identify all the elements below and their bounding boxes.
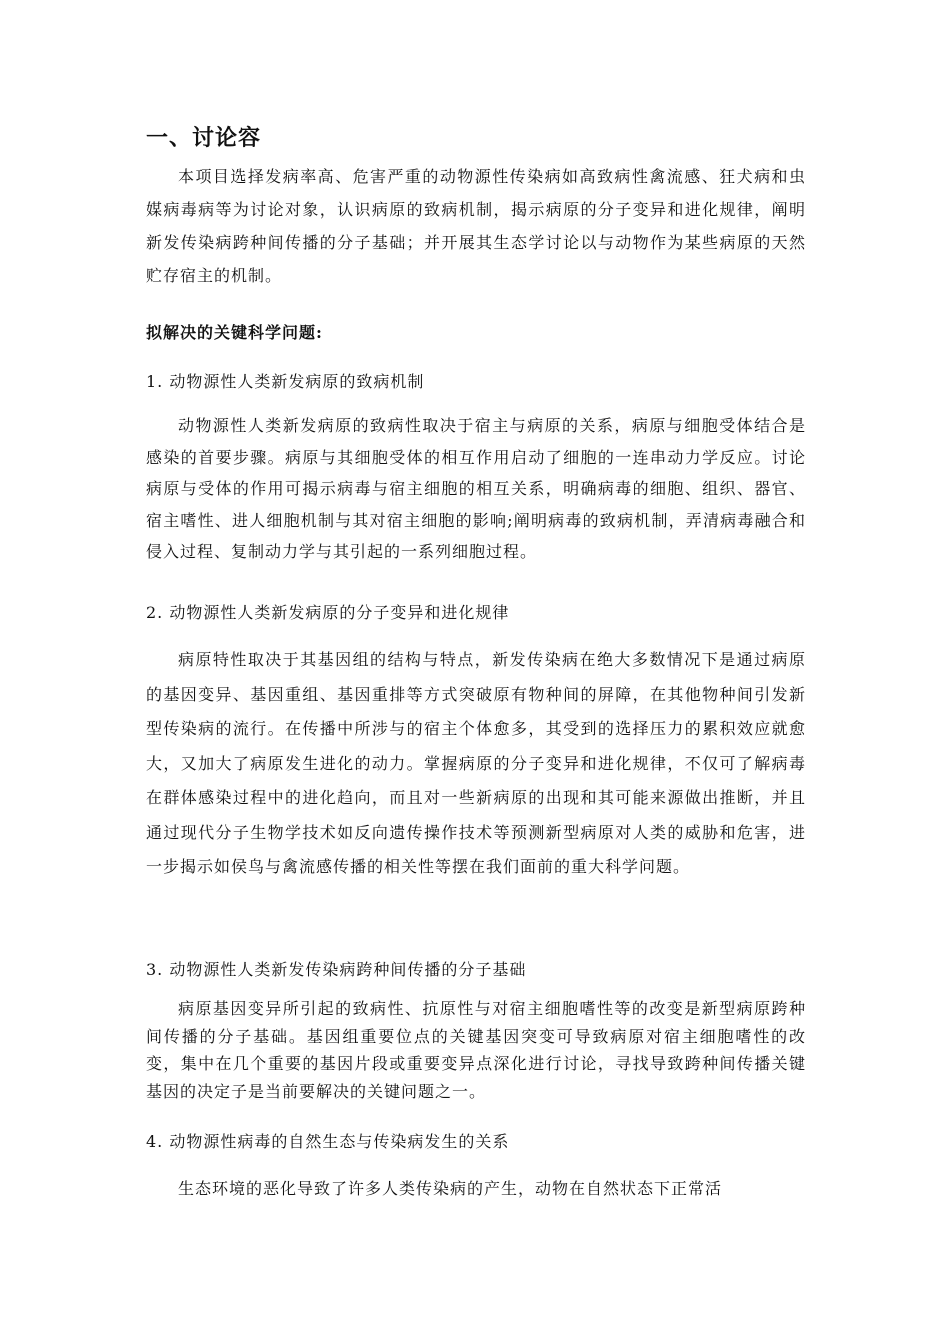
item-heading-1: 1. 动物源性人类新发病原的致病机制 xyxy=(146,372,425,391)
item-body-4: 生态环境的恶化导致了许多人类传染病的产生，动物在自然状态下正常活 xyxy=(178,1179,723,1198)
section-title: 一、讨论容 xyxy=(146,126,262,151)
intro-paragraph: 本项目选择发病率高、危害严重的动物源性传染病如高致病性禽流感、狂犬病和虫媒病毒病等为讨论对象，认识病原的致病机制，揭示病原的分子变异和进化规律，阐明新发传染病跨种间传播的分子基础；并开展其生态学讨论以与动物作为某些病原的天然贮存宿主的机制。 xyxy=(146,167,806,285)
key-questions-title: 拟解决的关键科学问题: xyxy=(146,323,323,342)
item-heading-4: 4. 动物源性病毒的自然生态与传染病发生的关系 xyxy=(146,1132,510,1151)
item-body-1: 动物源性人类新发病原的致病性取决于宿主与病原的关系，病原与细胞受体结合是感染的首要步骤。病原与其细胞受体的相互作用启动了细胞的一连串动力学反应。讨论病原与受体的作用可揭示病毒与宿主细胞的相互关系，明确病毒的细胞、组织、器官、宿主嗜性、进人细胞机制与其对宿主细胞的影响;阐明病毒的致病机制，弄清病毒融合和侵入过程、复制动力学与其引起的一系列细胞过程。 xyxy=(146,416,806,561)
item-heading-3: 3. 动物源性人类新发传染病跨种间传播的分子基础 xyxy=(146,960,527,979)
item-body-3: 病原基因变异所引起的致病性、抗原性与对宿主细胞嗜性等的改变是新型病原跨种间传播的分子基础。基因组重要位点的关键基因突变可导致病原对宿主细胞嗜性的改变，集中在几个重要的基因片段或重要变异点深化进行讨论，寻找导致跨种间传播关键基因的决定子是当前要解决的关键问题之一。 xyxy=(146,999,806,1101)
item-body-2: 病原特性取决于其基因组的结构与特点，新发传染病在绝大多数情况下是通过病原的基因变异、基因重组、基因重排等方式突破原有物种间的屏障，在其他物种间引发新型传染病的流行。在传播中所涉与的宿主个体愈多，其受到的选择压力的累积效应就愈大，又加大了病原发生进化的动力。掌握病原的分子变异和进化规律，不仅可了解病毒在群体感染过程中的进化趋向，而且对一些新病原的出现和其可能来源做出推断，并且通过现代分子生物学技术如反向遗传操作技术等预测新型病原对人类的威胁和危害，进一步揭示如侯鸟与禽流感传播的相关性等摆在我们面前的重大科学问题。 xyxy=(146,650,806,876)
item-heading-2: 2. 动物源性人类新发病原的分子变异和进化规律 xyxy=(146,603,510,622)
